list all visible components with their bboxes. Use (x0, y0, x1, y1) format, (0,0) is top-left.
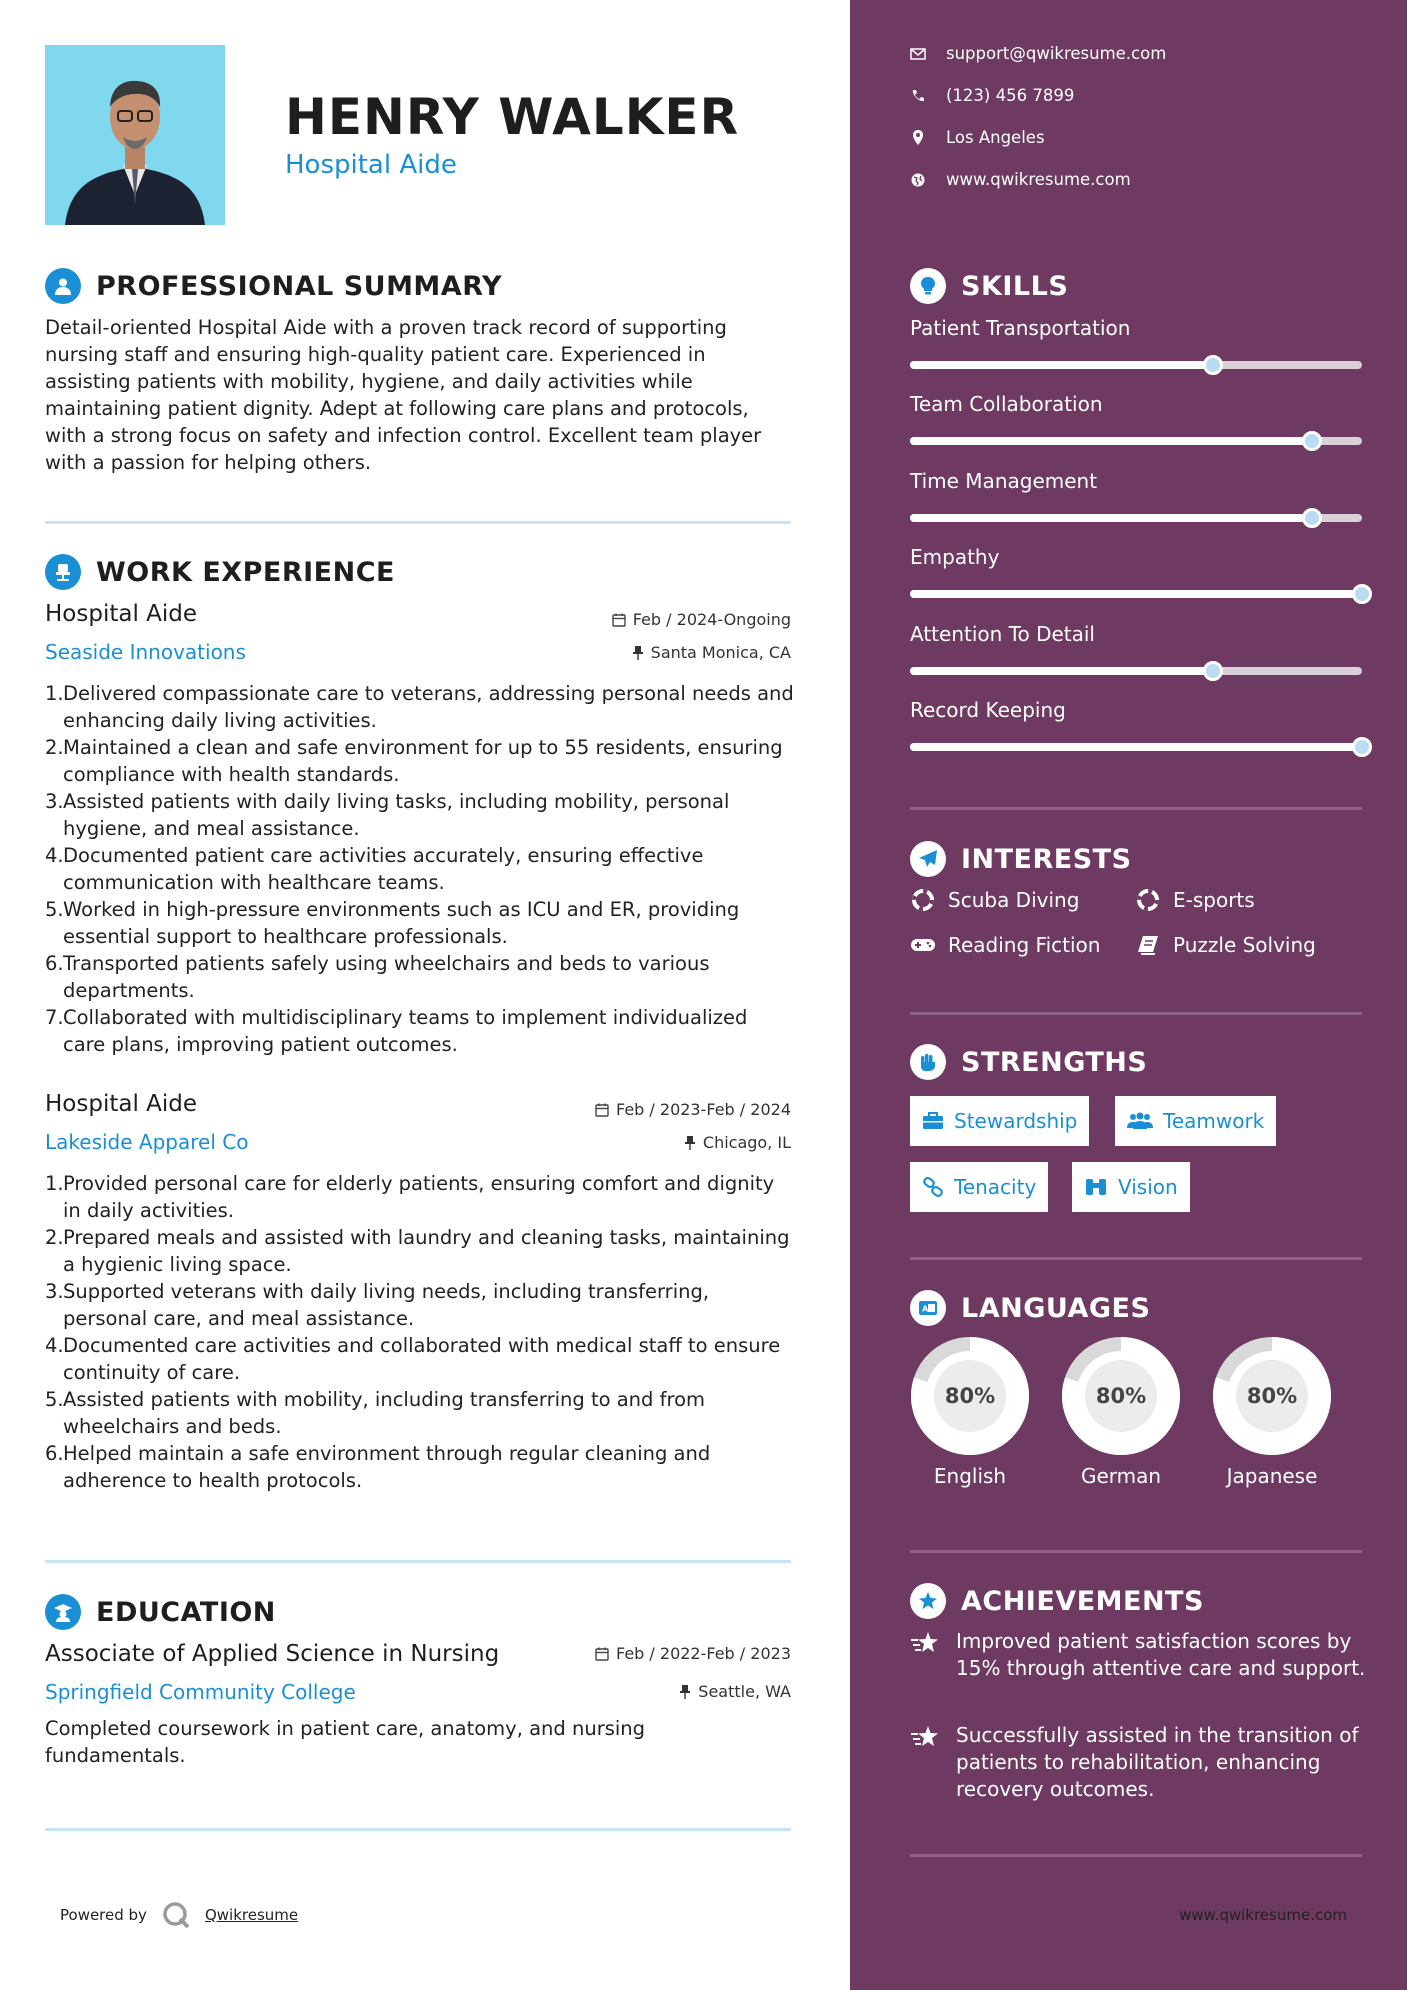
contact-location (910, 128, 1045, 147)
section-divider (910, 1012, 1362, 1015)
qwikresume-link[interactable]: Qwikresume (204, 1906, 299, 1924)
map-marker-icon (910, 130, 926, 145)
achievement-item (910, 1628, 1370, 1682)
contact-website-text: www.qwikresume.com (946, 170, 1131, 189)
paper-plane-icon (910, 841, 946, 877)
pin-icon (679, 1685, 691, 1699)
job-dates (595, 1100, 791, 1119)
section-divider (910, 807, 1362, 810)
list-item: 2. Prepared meals and assisted with laundry and cleaning tasks, maintaining a hygienic living space. (45, 1226, 790, 1276)
job-bullets (45, 1170, 795, 1494)
skill-slider-handle (1352, 737, 1372, 757)
education-dates (595, 1644, 791, 1663)
list-item: 3. Supported veterans with daily living needs, including transferring, personal care, and meal assistance. (45, 1280, 710, 1330)
candidate-name: HENRY WALKER (285, 88, 740, 146)
skill-bar-fill (910, 590, 1362, 598)
powered-by (60, 1900, 298, 1930)
language-label: Japanese (1226, 1464, 1318, 1488)
phone-icon (910, 89, 926, 103)
svg-text:A: A (922, 1304, 929, 1314)
section-divider (45, 1828, 791, 1831)
language-item (1061, 1336, 1181, 1488)
skill-label: Empathy (910, 545, 1000, 570)
job-bullets (45, 680, 795, 1058)
strengths-title: STRENGTHS (961, 1046, 1148, 1078)
experience-title: WORK EXPERIENCE (96, 556, 395, 588)
list-item: 4. Documented care activities and collaborated with medical staff to ensure continuity of care. (45, 1334, 781, 1384)
language-item (910, 1336, 1030, 1488)
calendar-icon (595, 1647, 609, 1661)
contact-email-text: support@qwikresume.com (946, 44, 1167, 63)
skills-title: SKILLS (961, 270, 1069, 302)
skill-bar (910, 667, 1362, 675)
section-divider (910, 1257, 1362, 1260)
strength-tag (1115, 1096, 1276, 1146)
interest-item (910, 933, 1100, 957)
summary-heading (45, 268, 502, 304)
pin-icon (684, 1136, 696, 1150)
sidebar (850, 0, 1407, 1990)
contact-phone-text: (123) 456 7899 (946, 86, 1075, 105)
education-title: EDUCATION (96, 1596, 276, 1628)
strengths-heading (910, 1044, 1147, 1080)
job-dates (612, 610, 791, 629)
education-location (679, 1682, 791, 1701)
language-progress-ring (910, 1336, 1030, 1456)
calendar-icon (612, 613, 626, 627)
list-item: 3. Assisted patients with daily living tasks, including mobility, personal hygiene, and meal assistance. (45, 790, 730, 840)
interest-item (910, 888, 1079, 912)
skill-label: Attention To Detail (910, 621, 1095, 646)
star-icon (910, 1722, 940, 1803)
language-progress-ring (1061, 1336, 1181, 1456)
life-ring-icon (910, 889, 936, 911)
candidate-role: Hospital Aide (285, 150, 457, 180)
language-item (1212, 1336, 1332, 1488)
skill-bar (910, 437, 1362, 445)
skill-slider-handle (1302, 508, 1322, 528)
section-divider (910, 1550, 1362, 1553)
language-percent: 80% (1246, 1384, 1298, 1408)
strength-tag (1072, 1162, 1190, 1212)
interest-label: Puzzle Solving (1173, 933, 1316, 957)
education-heading (45, 1594, 276, 1630)
achievement-text: Successfully assisted in the transition of patients to rehabilitation, enhancing recovery outcomes. (956, 1723, 1359, 1801)
summary-text: Detail-oriented Hospital Aide with a proven track record of supporting nursing staff and ensuring high-quality patient care. Experienced in assisting patients with mobility, hygiene, and daily activities while maintaining patient dignity. Adept at following care plans and protocols, with a strong focus on safety and infection control. Excellent team player with a passion for helping others. (45, 316, 762, 474)
list-item: 6. Transported patients safely using wheelchairs and beds to various departments. (45, 952, 710, 1002)
language-label: German (1080, 1464, 1162, 1488)
skill-bar-fill (910, 437, 1312, 445)
interests-heading (910, 841, 1132, 877)
skill-bar (910, 743, 1362, 751)
job-location-text: Santa Monica, CA (650, 643, 791, 662)
skill-bar-fill (910, 361, 1213, 369)
job-location (684, 1133, 791, 1152)
job-location-text: Chicago, IL (702, 1133, 791, 1152)
languages-heading (910, 1290, 1150, 1326)
interest-item (1135, 888, 1255, 912)
achievements-title: ACHIEVEMENTS (961, 1585, 1204, 1617)
award-star-icon (910, 1583, 946, 1619)
interest-label: Scuba Diving (948, 888, 1080, 912)
language-percent: 80% (1095, 1384, 1147, 1408)
interests-title: INTERESTS (961, 843, 1132, 875)
strength-tag (910, 1096, 1089, 1146)
strength-label: Stewardship (954, 1109, 1078, 1133)
list-item: 5. Worked in high-pressure environments such as ICU and ER, providing essential support to healthcare professionals. (45, 898, 740, 948)
skill-label: Team Collaboration (910, 392, 1103, 417)
interest-label: Reading Fiction (948, 933, 1101, 957)
skill-label: Patient Transportation (910, 316, 1131, 340)
contact-website[interactable] (910, 170, 1131, 189)
education-description: Completed coursework in patient care, anatomy, and nursing fundamentals. (45, 1717, 646, 1767)
skill-bar (910, 361, 1362, 369)
pin-icon (632, 646, 644, 660)
interest-label: E-sports (1173, 888, 1255, 912)
section-divider (910, 1854, 1362, 1857)
language-label: English (933, 1464, 1007, 1488)
qwikresume-logo-icon (161, 1900, 191, 1930)
briefcase-icon (922, 1112, 944, 1130)
user-icon (45, 268, 81, 304)
skill-bar-fill (910, 514, 1312, 522)
job-company: Seaside Innovations (45, 640, 246, 664)
envelope-icon (910, 48, 926, 60)
contact-location-text: Los Angeles (946, 128, 1045, 147)
section-divider (45, 521, 791, 524)
skill-slider-handle (1203, 661, 1223, 681)
job-title: Hospital Aide (45, 601, 198, 627)
profile-photo (45, 45, 225, 225)
list-item: 5. Assisted patients with mobility, including transferring to and from wheelchairs and beds. (45, 1388, 705, 1438)
job-dates-text: Feb / 2023-Feb / 2024 (616, 1100, 791, 1119)
list-item: 6. Helped maintain a safe environment through regular cleaning and adherence to health protocols. (45, 1442, 711, 1492)
office-chair-icon (45, 554, 81, 590)
achievement-item (910, 1722, 1370, 1803)
skill-slider-handle (1302, 431, 1322, 451)
summary-title: PROFESSIONAL SUMMARY (96, 270, 503, 302)
list-item: 1. Delivered compassionate care to veterans, addressing personal needs and enhancing daily living activities. (45, 682, 794, 732)
list-item: 2. Maintained a clean and safe environment for up to 55 residents, ensuring compliance with health standards. (45, 736, 783, 786)
strength-label: Tenacity (954, 1175, 1037, 1199)
skill-bar-fill (910, 667, 1213, 675)
degree-title: Associate of Applied Science in Nursing (45, 1641, 500, 1667)
skill-slider-handle (1203, 355, 1223, 375)
strength-label: Vision (1118, 1175, 1178, 1199)
experience-heading (45, 554, 395, 590)
achievement-text: Improved patient satisfaction scores by 15% through attentive care and support. (956, 1629, 1366, 1680)
school-name: Springfield Community College (45, 1680, 356, 1704)
star-icon (910, 1628, 940, 1682)
strength-label: Teamwork (1163, 1109, 1265, 1133)
list-item: 7. Collaborated with multidisciplinary teams to implement individualized care plans, improving patient outcomes. (45, 1006, 748, 1056)
job-dates-text: Feb / 2024-Ongoing (632, 610, 791, 629)
calendar-icon (595, 1103, 609, 1117)
powered-by-text: Powered by (60, 1906, 147, 1924)
list-item: 4. Documented patient care activities accurately, ensuring effective communication with healthcare teams. (45, 844, 704, 894)
list-item: 1. Provided personal care for elderly patients, ensuring comfort and dignity in daily activities. (45, 1172, 775, 1222)
strength-tag (910, 1162, 1048, 1212)
skill-slider-handle (1352, 584, 1372, 604)
languages-title: LANGUAGES (961, 1292, 1151, 1324)
section-divider (45, 1560, 791, 1563)
globe-icon (910, 173, 926, 187)
education-location-text: Seattle, WA (698, 1682, 791, 1701)
job-company: Lakeside Apparel Co (45, 1130, 249, 1154)
interest-item (1135, 933, 1316, 957)
skill-bar (910, 590, 1362, 598)
link-icon (922, 1177, 944, 1197)
job-location (632, 643, 791, 662)
life-ring-icon (1135, 889, 1161, 911)
graduate-icon (45, 1594, 81, 1630)
lightbulb-icon (910, 268, 946, 304)
translate-icon (910, 1290, 946, 1326)
skill-bar-fill (910, 743, 1362, 751)
book-icon (1135, 935, 1161, 955)
binoculars-icon (1084, 1177, 1108, 1197)
fist-icon (910, 1044, 946, 1080)
gamepad-icon (910, 937, 936, 953)
users-icon (1127, 1112, 1153, 1130)
achievements-heading (910, 1583, 1204, 1619)
language-percent: 80% (944, 1384, 996, 1408)
language-progress-ring (1212, 1336, 1332, 1456)
footer-site-link[interactable]: www.qwikresume.com (1179, 1906, 1347, 1924)
education-dates-text: Feb / 2022-Feb / 2023 (616, 1644, 791, 1663)
skill-label: Time Management (910, 468, 1098, 493)
job-title: Hospital Aide (45, 1091, 198, 1117)
contact-email[interactable] (910, 44, 1166, 63)
skills-heading (910, 268, 1068, 304)
skill-bar (910, 514, 1362, 522)
contact-phone[interactable] (910, 86, 1074, 105)
skill-label: Record Keeping (910, 698, 1066, 722)
